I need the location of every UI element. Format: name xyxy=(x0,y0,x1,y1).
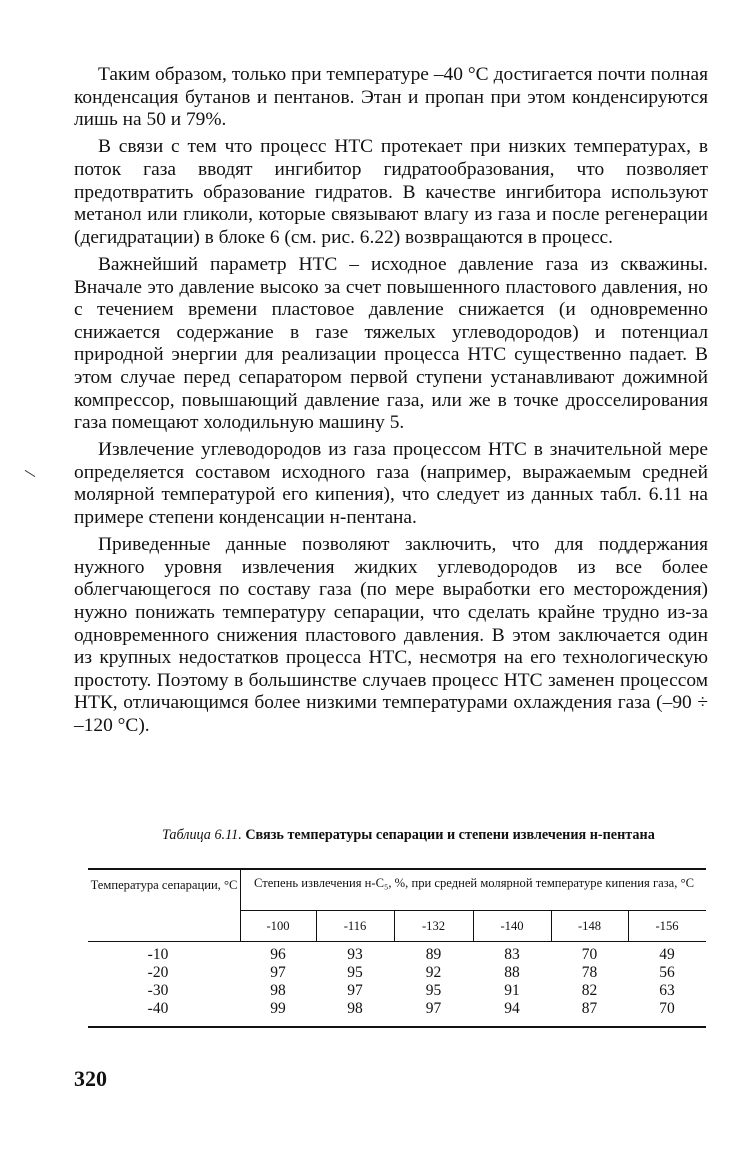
body-text xyxy=(74,64,708,742)
table-cell: 56 xyxy=(659,964,675,981)
paragraph-1: Таким образом, только при температуре –40 °С достигается почти полная конденсация бутанов и пентанов. Этан и пропан при этом конденсируются лишь на 50 и 79%. xyxy=(74,64,708,131)
table-cell-temp: -20 xyxy=(147,964,169,981)
table-cell: 91 xyxy=(504,982,520,999)
table-cell: 95 xyxy=(347,964,363,981)
page-number: 320 xyxy=(74,1066,107,1091)
table-bottom-rule xyxy=(88,1026,706,1028)
table-cell: 98 xyxy=(347,1000,363,1017)
table-cell-temp: -10 xyxy=(147,946,169,963)
stray-pen-mark xyxy=(25,470,36,477)
table-caption-title: Связь температуры сепарации и степени извлечения н-пентана xyxy=(245,827,655,843)
table-cell: 97 xyxy=(347,982,363,999)
table-caption xyxy=(162,826,710,844)
table-cell: 78 xyxy=(581,964,598,981)
table-top-rule xyxy=(88,868,706,870)
table-cell: 93 xyxy=(347,946,363,963)
table-cell: 49 xyxy=(659,946,675,963)
table-cell: 98 xyxy=(270,982,286,999)
col-header-temperature: Температура сепарации, °С xyxy=(90,878,238,892)
table-cell: 94 xyxy=(504,1000,520,1017)
table-cell: 70 xyxy=(581,946,598,963)
table-cell: 89 xyxy=(425,946,442,963)
table-cell: 88 xyxy=(504,964,520,981)
subheader-cell: -100 xyxy=(266,919,290,933)
table-cell: 87 xyxy=(581,1000,598,1017)
subheader-cell: -132 xyxy=(421,919,446,933)
table-cell: 97 xyxy=(425,1000,442,1017)
table-cell: 95 xyxy=(425,982,442,999)
table-cell: 82 xyxy=(581,982,598,999)
table-cell: 97 xyxy=(270,964,286,981)
paragraph-4: Извлечение углеводородов из газа процессом НТС в значительной мере определяется составом исходного газа (например, выражаемым средней молярной температурой его кипения), что следует из данных табл. 6.11 на примере степени конденсации н-пентана. xyxy=(74,439,708,529)
table-header-rule xyxy=(88,941,706,942)
table-cell: 63 xyxy=(659,982,675,999)
col-header-group: Степень извлечения н-С₅, %, при средней молярной температуре кипения газа, °С xyxy=(253,876,695,890)
table-cell: 92 xyxy=(425,964,442,981)
subheader-cell: -148 xyxy=(577,919,602,933)
table-cell-temp: -30 xyxy=(147,982,169,999)
table-cell: 70 xyxy=(659,1000,675,1017)
table-cell-temp: -40 xyxy=(147,1000,169,1017)
table-cell: 83 xyxy=(504,946,520,963)
subheader-cell: -140 xyxy=(500,919,524,933)
table-cell: 99 xyxy=(270,1000,286,1017)
subheader-cell: -156 xyxy=(655,919,679,933)
paragraph-5: Приведенные данные позволяют заключить, что для поддержания нужного уровня извлечения жидких углеводородов из все более облегчающегося по составу газа (по мере выработки его месторождения) нужно понижать температуру сепарации, что сделать крайне трудно из-за одновременного снижения пластового давления. В этом заключается один из крупных недостатков процесса НТС, несмотря на его технологическую простоту. Поэтому в большинстве случаев процесс НТС заменен процессом НТК, отличающимся более низкими температурами охлаждения газа (–90 ÷ –120 °С). xyxy=(74,534,708,736)
paragraph-3: Важнейший параметр НТС – исходное давление газа из скважины. Вначале это давление высоко за счет повышенного пластового давления, но с течением времени пластовое давление снижается (и одновременно снижается содержание в газе тяжелых углеводородов) и потенциал природной энергии для реализации процесса НТС существенно падает. В этом случае перед сепаратором первой ступени устанавливают дожимной компрессор, повышающий давление газа, или же в точке дросселирования газа помещают холодильную машину 5. xyxy=(74,253,708,434)
table-cell: 96 xyxy=(270,946,286,963)
paragraph-2: В связи с тем что процесс НТС протекает при низких температурах, в поток газа вводят ингибитор гидратообразования, что позволяет предотвратить образование гидратов. В качестве ингибитора используют метанол или гликоли, которые связывают влагу из газа и после регенерации (дегидратации) в блоке 6 (см. рис. 6.22) возвращаются в процесс. xyxy=(74,136,708,248)
table-caption-number: Таблица 6.11. xyxy=(162,827,242,843)
subheader-cell: -116 xyxy=(343,919,367,933)
